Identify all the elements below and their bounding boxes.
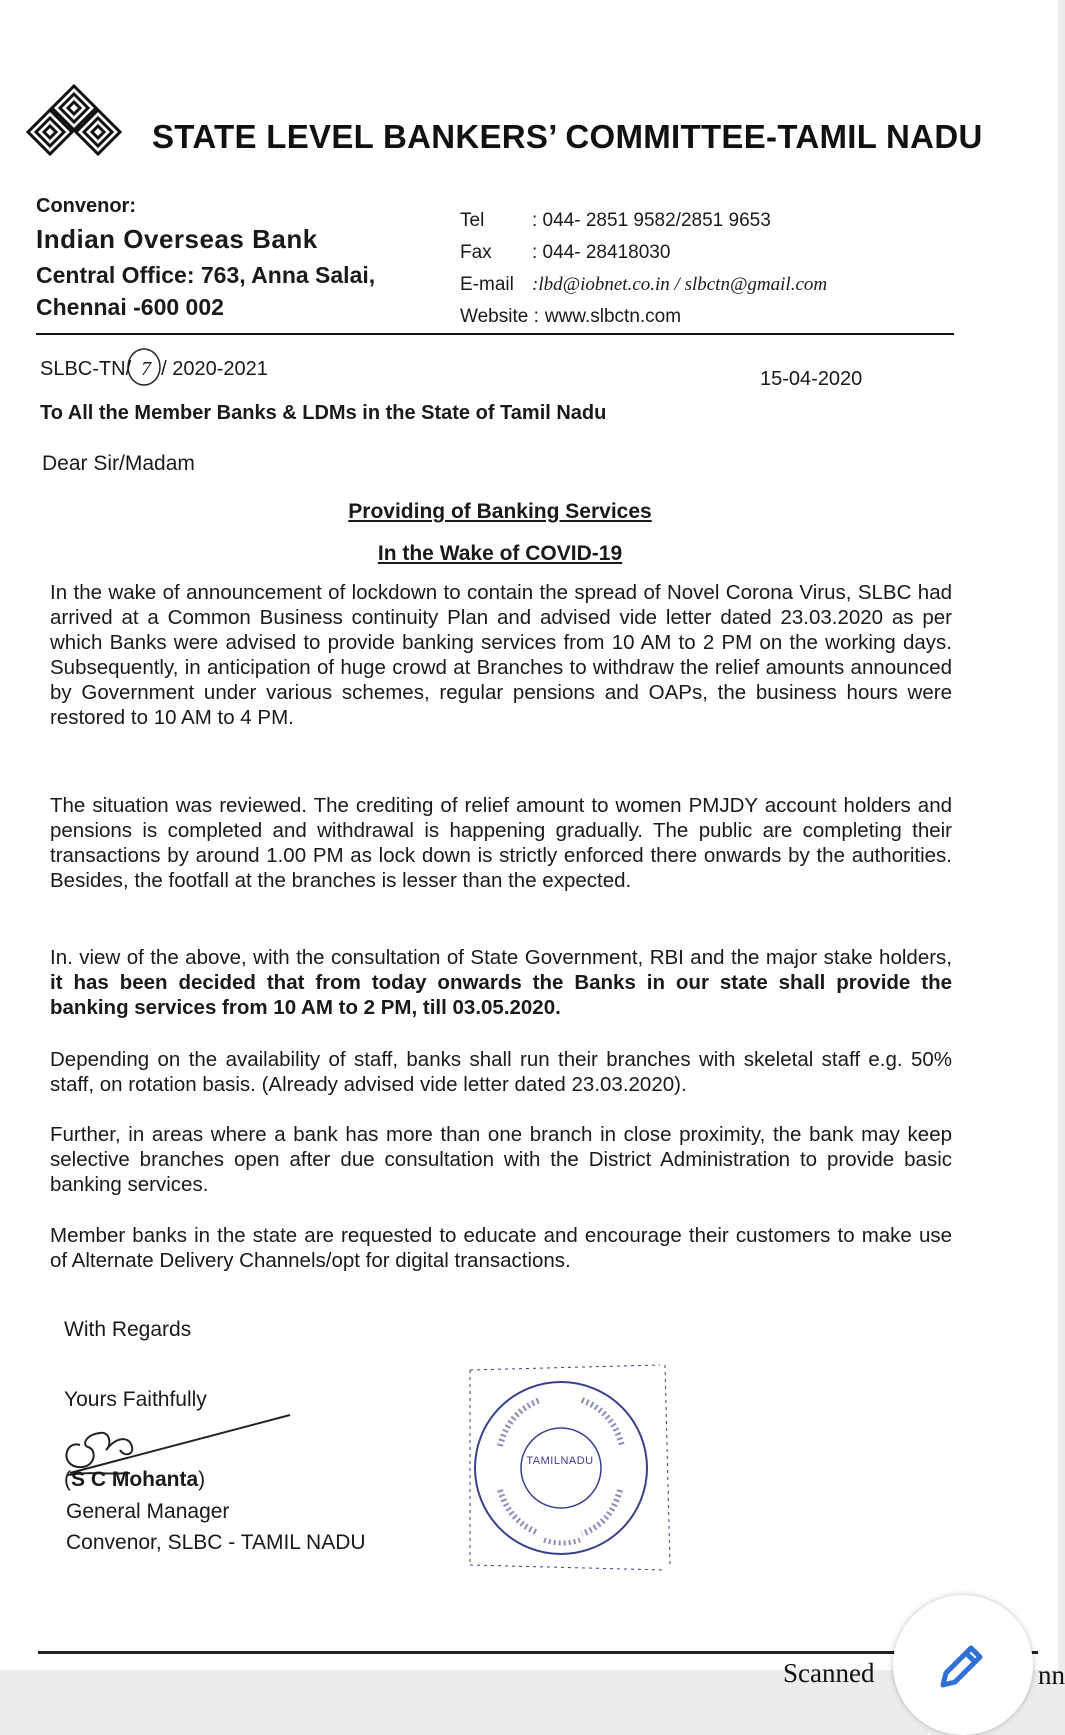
tel-row bbox=[460, 205, 980, 237]
organization-title: STATE LEVEL BANKERS’ COMMITTEE-TAMIL NADU bbox=[152, 118, 983, 155]
signatory-name: (S C Mohanta) bbox=[64, 1468, 206, 1491]
paragraph-1: In the wake of announcement of lockdown to contain the spread of Novel Corona Virus, SLBC had arrived at a Common Business continuity Plan and advised vide letter dated 23.03.2020 as per which Banks were advised to provide banking services from 10 AM to 2 PM on the working days. Subsequently, in anticipation of huge crowd at Branches to withdraw the relief amounts announced by Government under various schemes, regular pensions and OAPs, the business hours were restored to 10 AM to 4 PM. bbox=[50, 581, 952, 729]
paragraph-3-text: In. view of the above, with the consultation of State Government, RBI and the major stake holders, bbox=[50, 946, 952, 969]
slbc-logo-icon bbox=[24, 78, 124, 178]
address-line-2: Chennai -600 002 bbox=[36, 294, 224, 320]
handwritten-circle-icon bbox=[124, 346, 164, 388]
email-label: E-mail bbox=[460, 274, 514, 295]
fax-value: : 044- 28418030 bbox=[532, 242, 671, 263]
subject-line-1: Providing of Banking Services bbox=[348, 500, 652, 523]
paragraph-5: Further, in areas where a bank has more than one branch in close proximity, the bank may keep selective branches open after due consultation with the District Administration to provide basic banking services. bbox=[50, 1123, 952, 1196]
convenor-block bbox=[36, 195, 436, 323]
page-bottom-line bbox=[38, 1651, 1038, 1654]
signatory-name-text: S C Mohanta bbox=[71, 1468, 199, 1491]
paragraph-6: Member banks in the state are requested to educate and encourage their customers to make use of Alternate Delivery Channels/opt for digital transactions. bbox=[50, 1224, 952, 1272]
website-value: www.slbctn.com bbox=[544, 306, 682, 327]
signatory-role: General Manager bbox=[66, 1500, 230, 1523]
fax-label: Fax bbox=[460, 242, 492, 263]
contact-details bbox=[460, 205, 980, 333]
convenor-label: Convenor: bbox=[36, 195, 136, 217]
email-row bbox=[460, 269, 980, 301]
website-row bbox=[460, 301, 980, 333]
fax-row bbox=[460, 237, 980, 269]
signatory-organization: Convenor, SLBC - TAMIL NADU bbox=[66, 1531, 366, 1554]
subject-line-2: In the Wake of COVID-19 bbox=[377, 542, 623, 565]
scanned-label: Scanned bbox=[783, 1658, 875, 1688]
cut-off-label: nn bbox=[1038, 1660, 1065, 1690]
letter-date: 15-04-2020 bbox=[760, 368, 863, 390]
paragraph-4: Depending on the availability of staff, banks shall run their branches with skeletal staff e.g. 50% staff, on rotation basis. (Already advised vide letter dated 23.03.2020). bbox=[50, 1048, 952, 1096]
tel-value: : 044- 2851 9582/2851 9653 bbox=[532, 210, 771, 231]
seal-center-label: TAMILNADU bbox=[526, 1455, 594, 1467]
ref-suffix: / 2020-2021 bbox=[161, 358, 268, 380]
bank-name: Indian Overseas Bank bbox=[36, 224, 318, 254]
pencil-icon bbox=[935, 1641, 987, 1693]
email-value: :lbd@iobnet.co.in / slbctn@gmail.com bbox=[532, 274, 828, 295]
salutation: Dear Sir/Madam bbox=[42, 452, 195, 475]
paragraph-3 bbox=[50, 945, 952, 1020]
closing-faithfully: Yours Faithfully bbox=[64, 1388, 207, 1411]
address-line-1: Central Office: 763, Anna Salai, bbox=[36, 262, 376, 288]
edit-button[interactable] bbox=[893, 1595, 1033, 1735]
addressee: To All the Member Banks & LDMs in the State of Tamil Nadu bbox=[40, 402, 607, 424]
header-divider bbox=[36, 333, 954, 335]
tel-label: Tel bbox=[460, 210, 485, 231]
paragraph-3-decision: it has been decided that from today onwards the Banks in our state shall provide the banking services from 10 AM to 2 PM, till 03.05.2020. bbox=[50, 971, 952, 1019]
website-label: Website : bbox=[460, 306, 539, 327]
ref-prefix: SLBC-TN/ bbox=[40, 358, 132, 380]
paragraph-2: The situation was reviewed. The crediting of relief amount to women PMJDY account holders and pensions is completed and withdrawal is happening gradually. The public are completing their transactions by around 1.00 PM as lock down is strictly enforced there onwards by the authorities. Besides, the footfall at the branches is lesser than the expected. bbox=[50, 794, 952, 892]
ref-number: 7 bbox=[141, 358, 152, 380]
closing-regards: With Regards bbox=[64, 1318, 192, 1341]
